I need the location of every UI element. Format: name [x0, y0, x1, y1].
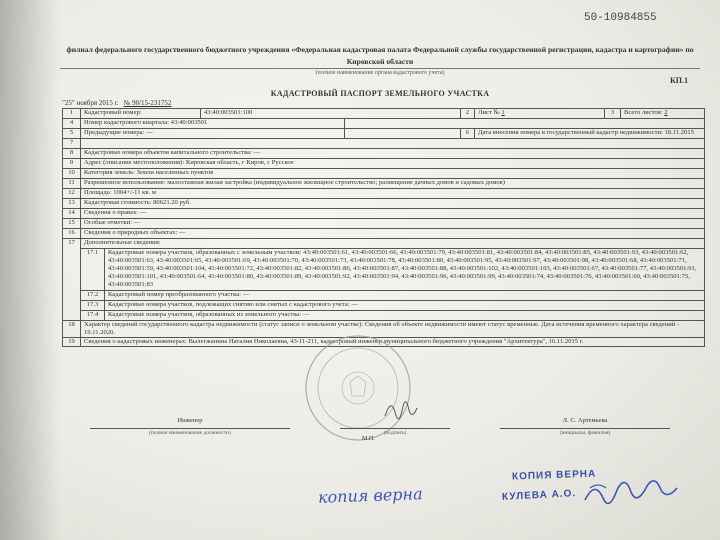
row-value: Кировская область, г Киров, с Русское: [185, 159, 294, 166]
row-value: 18.11.2015: [664, 129, 694, 136]
row-text: Сведения о кадастровых инженерах: Вылегжанина Наталия Николаевна, 43-11-211, кадастровый инженер муниципального бюджетного учреждения "Архитектура", 16.11.2015 г.: [81, 338, 705, 347]
copy-true-stamp: КОПИЯ ВЕРНА: [511, 468, 597, 483]
row-label: Особые отметки:: [84, 219, 132, 226]
row-number: 16: [63, 229, 81, 239]
row-label: Кадастровый номер преобразованного участка:: [108, 291, 241, 298]
row-label: Сведения о правах:: [84, 209, 139, 216]
row-number: 13: [63, 199, 81, 209]
row-value: —: [302, 311, 310, 318]
organization-note: (полное наименование органа кадастрового учета): [60, 68, 700, 76]
handwritten-note: копия верна: [317, 484, 423, 507]
row-number: 7: [63, 139, 81, 149]
issue-date-text: "25" ноября 2015 г.: [62, 99, 119, 107]
row-label: Лист №: [478, 109, 500, 116]
row-label: Кадастровые номера участков, подлежащих снятию или снятых с кадастрового учета:: [108, 301, 350, 308]
row-number: 17.4: [81, 311, 105, 321]
row-value: —: [178, 229, 186, 236]
row-value: —: [242, 291, 250, 298]
name-value: Л. С. Артемьева: [500, 417, 670, 429]
row-label: Кадастровые номера объектов капитального строительства:: [84, 149, 252, 156]
sign-note: (подпись): [383, 430, 407, 436]
row-label: Дополнительные сведения:: [81, 239, 705, 249]
row-number: 19: [63, 338, 81, 347]
row-label: Кадастровая стоимость:: [84, 199, 152, 206]
row-value: —: [139, 209, 147, 216]
row-number: 18: [63, 321, 81, 338]
row-number: 12: [63, 189, 81, 199]
row-number: 3: [605, 109, 621, 119]
name-note: (инициалы, фамилия): [559, 430, 611, 436]
row-value: малоэтажная жилая застройка (индивидуальное жилищное строительство; размещение дачных домов и садовых домов): [167, 179, 505, 186]
row-value: 43:40:003501:100: [201, 109, 461, 119]
row-number: 15: [63, 219, 81, 229]
row-label: Предыдущие номера:: [84, 129, 145, 136]
row-number: 5: [63, 129, 81, 139]
row-value: 43:40:003501:61, 43:40:003501:66, 43:40:003501:79, 43:40:003501:81, 43:40:003501:84, 43:40:003501:85, 43:40:003501:93, 43:40:003501:62, 43:40:003501:63, 43:40:003501:65, 43:40:003501:69, 43:40:003501:70, 43:40:003501:73, 43:40:003501:78, 43:40:003501:80, 43:40:003501:95, 43:40:003501:97, 43:40:003501:98, 43:40:003501:68, 43:40:003501:71, 43:40:003501:59, 43:40:003501:104, 43:40:003501:72, 43:40:003501:82, 43:40:003501:86, 43:40:003501:87, 43:40:003501:88, 43:40:003501:102, 43:40:003501:103, 43:40:003501:67, 43:40:003501:77, 43:40:003501:91, 43:40:003501:101, 43:40:003501:64, 43:40:003501:80, 43:40:003501:89, 43:40:003501:92, 43:40:003501:94, 43:40:003501:96, 43:40:003501:99, 43:40:003501:74, 43:40:003501:76, 43:40:003501:60, 43:40:003501:75, 43:40:003501:83: [108, 249, 697, 288]
row-label: Кадастровый номер:: [81, 109, 201, 119]
row-label: Адрес (описание местоположения):: [84, 159, 185, 166]
organization-header: филиал федерального государственного бюджетного учреждения «Федеральная кадастровая палата Федеральной службы государственной регистрации, кадастра и картографии» по Кировской области: [66, 45, 694, 66]
row-value: —: [253, 149, 261, 156]
row-value: 1004+/-11 кв. м: [113, 189, 156, 196]
row-label: Категория земель:: [84, 169, 135, 176]
row-number: 17: [63, 239, 81, 321]
row-number: 8: [63, 149, 81, 159]
row-value: 80621.20 руб.: [153, 199, 191, 206]
row-value: 43:40:003501: [170, 119, 208, 126]
issue-number: № 90/15-231752: [123, 99, 172, 107]
row-value: 1: [501, 109, 505, 116]
row-number: 2: [461, 109, 475, 119]
row-value: —: [146, 129, 153, 136]
row-number: 14: [63, 209, 81, 219]
row-number: 11: [63, 179, 81, 189]
role-note: (полное наименование должности): [149, 430, 231, 436]
row-number: 6: [461, 129, 475, 139]
row-label: Разрешенное использование:: [84, 179, 166, 186]
row-number: 10: [63, 169, 81, 179]
row-label: Номер кадастрового квартала:: [84, 119, 169, 126]
row-text: Характер сведений государственного кадастра недвижимости (статус записи о земельном участке): Сведения об объекте недвижимости имеют статус временные. Дата истечения временного характера сведений - 19.11.2020.: [81, 321, 705, 338]
row-number: 17.2: [81, 291, 105, 301]
row-value: 2: [664, 109, 668, 116]
row-number: 4: [63, 119, 81, 129]
row-label: Площадь:: [84, 189, 112, 196]
row-number: 17.3: [81, 301, 105, 311]
stamp-place-label: М.П.: [362, 436, 375, 442]
row-label: Сведения о природных объектах:: [84, 229, 178, 236]
document-title: КАДАСТРОВЫЙ ПАСПОРТ ЗЕМЕЛЬНОГО УЧАСТКА: [270, 89, 490, 98]
form-code: КП.1: [670, 76, 689, 85]
row-number: 1: [63, 109, 81, 119]
row-label: Всего листов:: [624, 109, 663, 116]
row-number: 17.1: [81, 249, 105, 291]
role-value: Инженер: [90, 417, 290, 429]
kuleva-stamp: КУЛЕВА А.О.: [501, 488, 577, 503]
row-number: 9: [63, 159, 81, 169]
row-label: Кадастровые номера участков, образованных с земельным участком:: [108, 249, 302, 256]
document-number: 50-10984855: [584, 12, 657, 24]
row-label: Дата внесения номера в государственный кадастр недвижимости:: [478, 129, 663, 136]
row-value: Земли населенных пунктов: [136, 169, 214, 176]
row-label: Кадастровые номера участков, образованных из земельного участка:: [108, 311, 302, 318]
row-value: —: [133, 219, 141, 226]
row-value: —: [351, 301, 358, 308]
